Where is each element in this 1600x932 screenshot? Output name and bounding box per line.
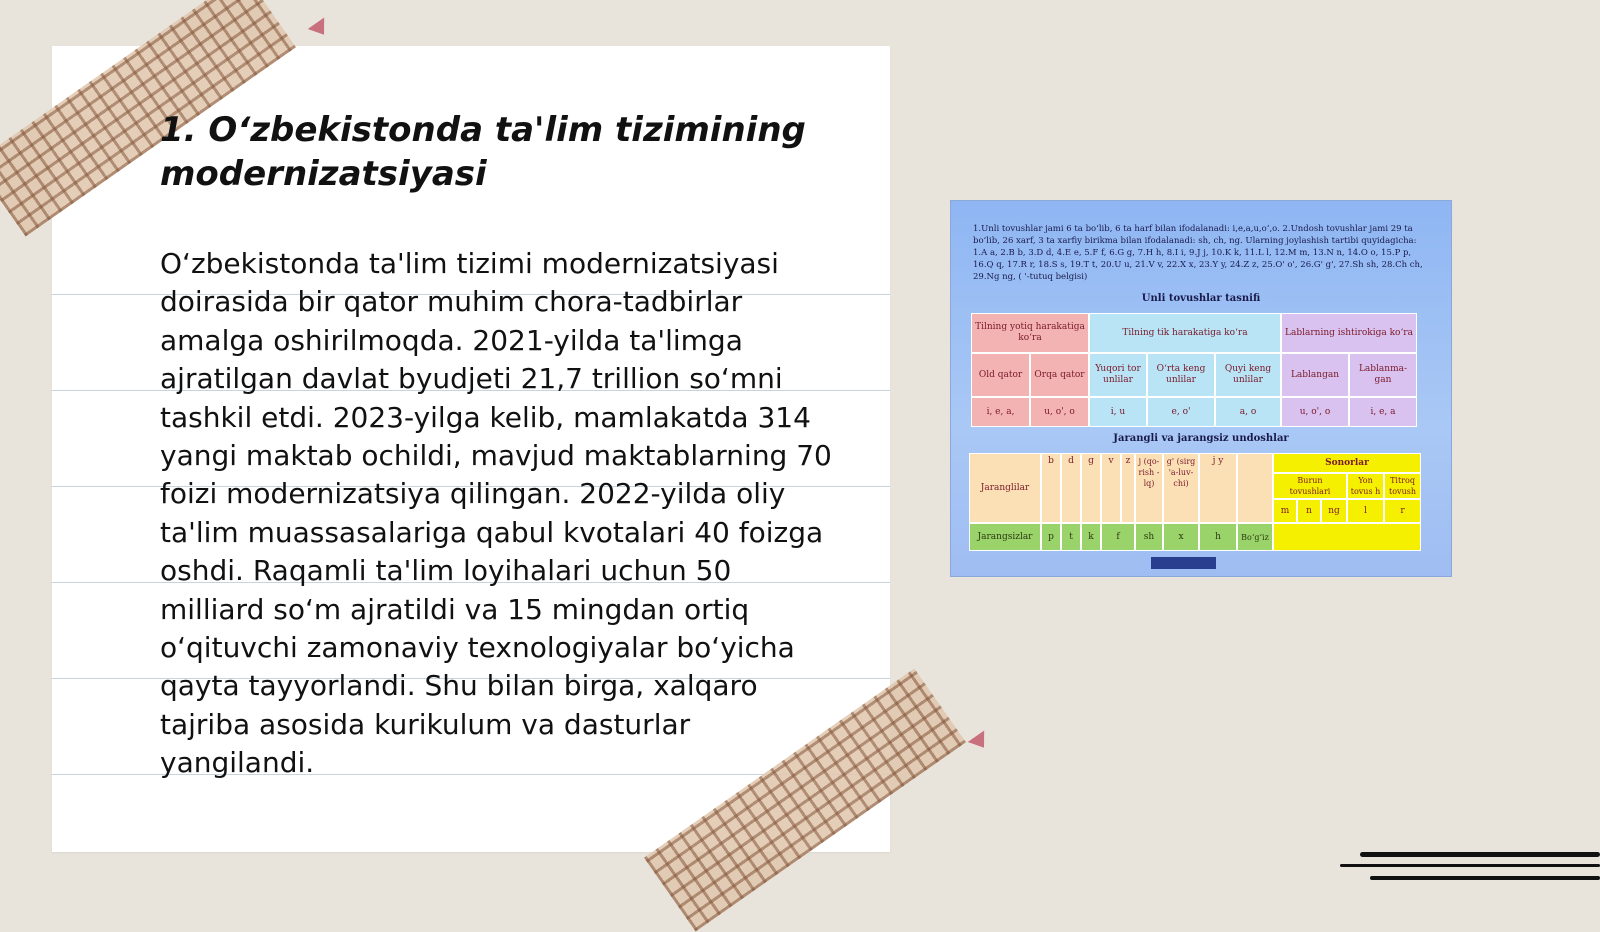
voiced-label: Jaranglilar: [969, 453, 1041, 523]
voiced-letter: g' (sirg 'a-luv-chi): [1163, 453, 1199, 523]
vowel-subheader: O‘rta keng unlilar: [1147, 353, 1215, 397]
vowel-value: e, o': [1147, 397, 1215, 427]
sonor-value: l: [1347, 499, 1384, 523]
slide-body: O‘zbekistonda ta'lim tizimi modernizatsiyasi doirasida bir qator muhim chora-tadbirlar amalga oshirilmoqda. 2021-yilda ta'limga ajratilgan davlat byudjeti 21,7 trillion so‘mni tashkil etdi. 2023-yilga kelib, mamlakatda 314 yangi maktab ochildi, mavjud maktablarning 70 foizi modernizatsiya qilingan. 2022-yilda oliy ta'lim muassasalariga qabul kvotalari 40 foizga oshdi. Raqamli ta'lim loyihalari uchun 50 milliard so‘m ajratildi va 15 mingdan ortiq o‘qituvchi zamonaviy texnologiyalar bo‘yicha qayta tayyorlandi. Shu bilan birga, xalqaro tajriba asosida kurikulum va dasturlar yangilandi.: [160, 247, 832, 780]
figure-footer-bar: [1151, 557, 1216, 569]
sonor-value: m: [1273, 499, 1297, 523]
vowel-subheader: Quyi keng unlilar: [1215, 353, 1281, 397]
vowel-subheader: Lablangan: [1281, 353, 1349, 397]
tape-tip-icon: [968, 731, 992, 754]
vowel-value: u, o', o: [1281, 397, 1349, 427]
sonor-subheader: Burun tovushlari: [1273, 473, 1347, 499]
voiceless-letter: h: [1199, 523, 1237, 551]
voiced-letter: j (qo-rish -lq): [1135, 453, 1163, 523]
vowel-subheader: Lablanma-gan: [1349, 353, 1417, 397]
vowel-value: i, u: [1089, 397, 1147, 427]
vowel-value: u, o', o: [1030, 397, 1089, 427]
classification-figure: [950, 200, 1452, 577]
vowel-subheader: Yuqori tor unlilar: [1089, 353, 1147, 397]
voiceless-letter: f: [1101, 523, 1135, 551]
sonor-subheader: Titroq tovush: [1384, 473, 1421, 499]
vowel-group-header: Tilning tik harakatiga ko‘ra: [1089, 313, 1281, 353]
voiced-empty-cell: [1237, 453, 1273, 523]
decorative-brush-line: [1340, 864, 1600, 867]
voiced-letter: j y: [1199, 453, 1237, 523]
decorative-brush-line: [1370, 876, 1600, 880]
vowel-subheader: Old qator: [971, 353, 1030, 397]
consonant-table-heading: Jarangli va jarangsiz undoshlar: [1113, 433, 1289, 444]
tape-tip-icon: [308, 18, 332, 41]
slide-title: 1. O‘zbekistonda ta'lim tizimining modernizatsiyasi: [160, 110, 806, 194]
voiceless-letter: Bo‘g‘iz: [1237, 523, 1273, 551]
vowel-value: a, o: [1215, 397, 1281, 427]
sonor-label: Sonorlar: [1273, 453, 1421, 473]
sonor-value: n: [1297, 499, 1321, 523]
vowel-subheader: Orqa qator: [1030, 353, 1089, 397]
voiceless-label: Jarangsizlar: [969, 523, 1041, 551]
voiced-letter: g: [1081, 453, 1101, 523]
voiceless-letter: p: [1041, 523, 1061, 551]
figure-intro-text: 1.Unli tovushlar jami 6 ta bo‘lib, 6 ta harf bilan ifodalanadi: i,e,a,u,o‘,o. 2.Undosh tovushlar jami 29 ta bo‘lib, 26 xarf, 3 ta xarfiy birikma bilan ifodalanadi: sh, ch, ng. Ularning joylashish tartibi quyidagicha: 1.A a, 2.B b, 3.D d, 4.E e, 5.F f, 6.G g, 7.H h, 8.I i, 9.J j, 10.K k, 11.L l, 12.M m, 13.N n, 14.O o, 15.P p, 16.Q q, 17.R r, 18.S s, 19.T t, 20.U u, 21.V v, 22.X x, 23.Y y, 24.Z z, 25.O' o', 26.G' g', 27.Sh sh, 28.Ch ch, 29.Ng ng, ( '-tutuq belgisi): [973, 224, 1423, 282]
voiced-letter: z: [1121, 453, 1135, 523]
vowel-group-header: Tilning yotiq harakatiga ko‘ra: [971, 313, 1089, 353]
voiceless-letter: x: [1163, 523, 1199, 551]
vowel-value: i, e, a,: [971, 397, 1030, 427]
voiceless-letter: sh: [1135, 523, 1163, 551]
voiced-letter: v: [1101, 453, 1121, 523]
sonor-empty-cell: [1273, 523, 1421, 551]
voiceless-letter: k: [1081, 523, 1101, 551]
vowel-value: i, e, a: [1349, 397, 1417, 427]
voiced-letter: b: [1041, 453, 1061, 523]
sonor-value: ng: [1321, 499, 1347, 523]
voiceless-letter: t: [1061, 523, 1081, 551]
sonor-subheader: Yon tovus h: [1347, 473, 1384, 499]
sonor-value: r: [1384, 499, 1421, 523]
voiced-letter: d: [1061, 453, 1081, 523]
vowel-group-header: Lablarning ishtirokiga ko‘ra: [1281, 313, 1417, 353]
vowel-table-heading: Unli tovushlar tasnifi: [1141, 293, 1261, 304]
decorative-brush-line: [1360, 852, 1600, 857]
